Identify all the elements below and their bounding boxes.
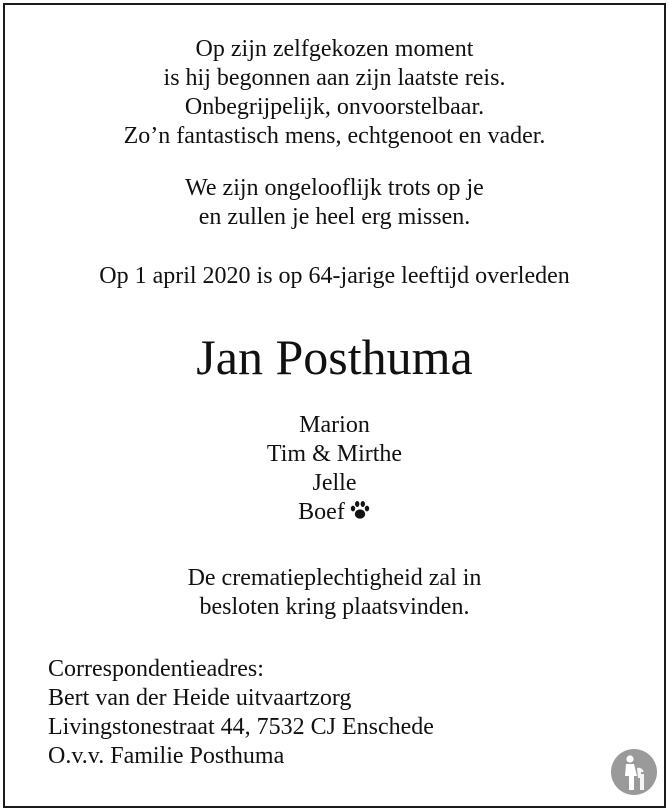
address-line: O.v.v. Familie Posthuma [48, 743, 285, 769]
poem-line: We zijn ongelooflijk trots op je [185, 175, 484, 201]
poem-line: is hij begonnen aan zijn laatste reis. [163, 65, 506, 91]
death-announcement: Op 1 april 2020 is op 64-jarige leeftijd overleden [99, 263, 570, 289]
family-member: Jelle [312, 470, 357, 496]
poem-line: Zo’n fantastisch mens, echtgenoot en vader. [123, 123, 546, 149]
family-member-pet [0, 498, 669, 529]
address-line: Livingstonestraat 44, 7532 CJ Enschede [48, 714, 434, 740]
address-heading: Correspondentieadres: [48, 656, 264, 682]
pet-name: Boef [298, 499, 345, 525]
ceremony-info [0, 564, 669, 622]
family-member: Tim & Mirthe [266, 441, 403, 467]
poem-block [0, 35, 669, 151]
poem-second-block [0, 174, 669, 232]
paw-icon [349, 499, 371, 529]
poem-line: Op zijn zelfgekozen moment [195, 36, 474, 62]
address-line: Bert van der Heide uitvaartzorg [48, 685, 352, 711]
poem-line: Onbegrijpelijk, onvoorstelbaar. [184, 94, 485, 120]
ceremony-line: De crematieplechtigheid zal in [187, 565, 482, 591]
memorial-figure-logo [610, 748, 658, 796]
deceased-name: Jan Posthuma [196, 329, 473, 385]
ceremony-line: besloten kring plaatsvinden. [199, 594, 470, 620]
family-member: Marion [299, 412, 370, 438]
poem-line: en zullen je heel erg missen. [198, 204, 471, 230]
family-list [0, 411, 669, 529]
correspondence-address [48, 655, 434, 771]
